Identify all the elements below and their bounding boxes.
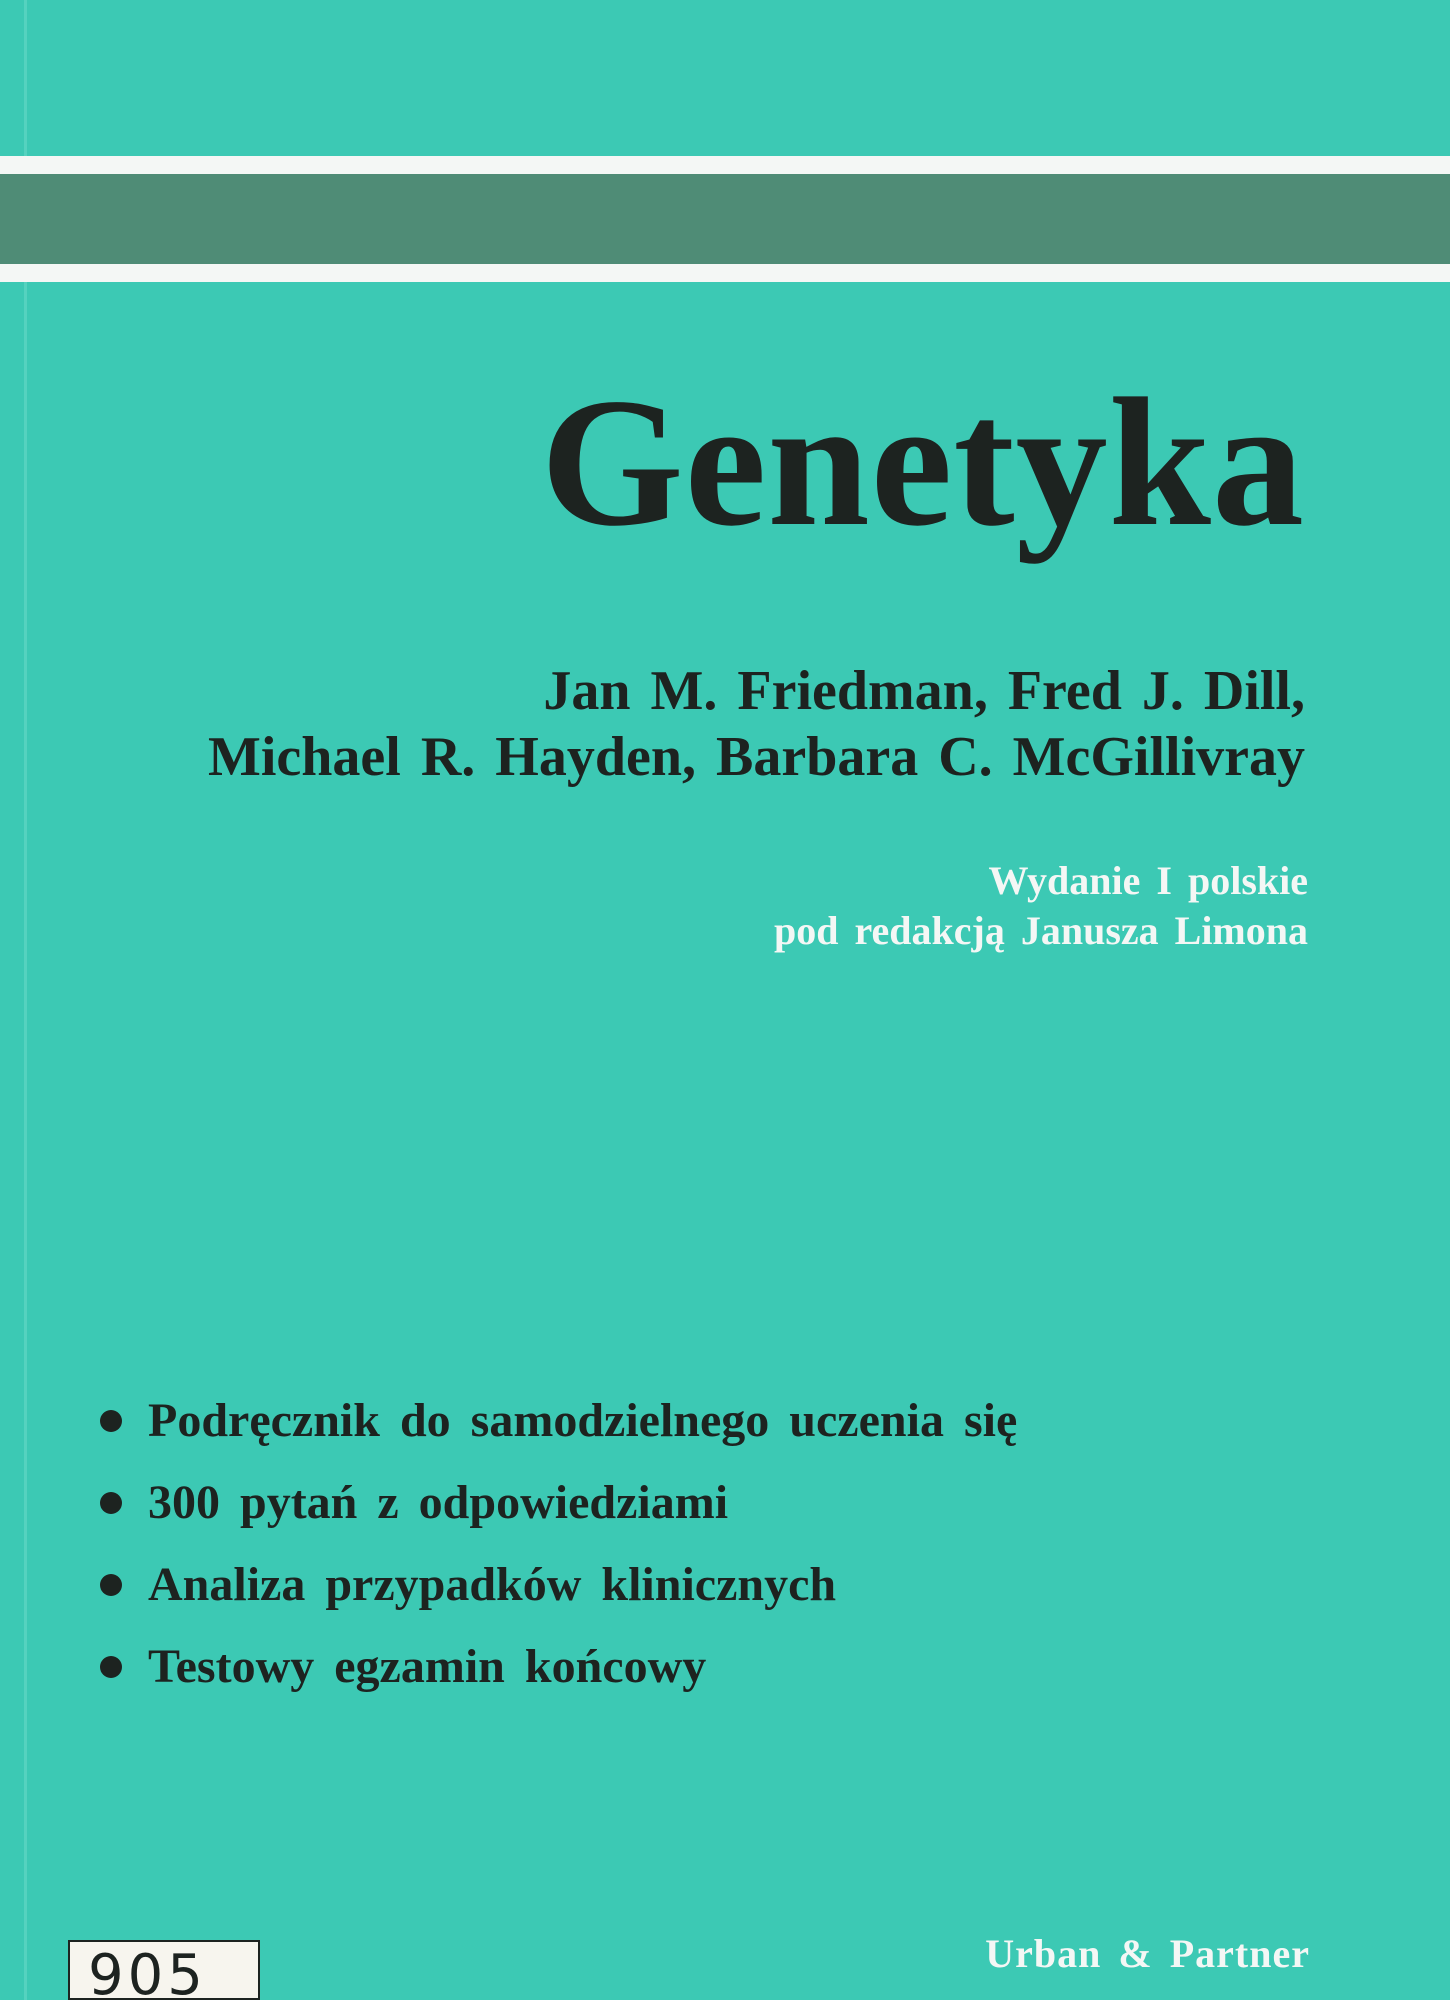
edition-line-1: Wydanie I polskie (988, 858, 1308, 903)
dark-green-band (0, 174, 1450, 264)
feature-item (100, 1380, 1017, 1462)
authors-line-1: Jan M. Friedman, Fred J. Dill, (543, 660, 1305, 722)
library-sticker-number: 905 (88, 1943, 207, 2000)
feature-text: Testowy egzamin końcowy (148, 1640, 707, 1693)
feature-item (100, 1544, 1017, 1626)
feature-item (100, 1626, 1017, 1708)
bottom-white-stripe (0, 264, 1450, 282)
feature-item (100, 1462, 1017, 1544)
bullet-icon (100, 1574, 122, 1596)
feature-text: Podręcznik do samodzielnego uczenia się (148, 1394, 1018, 1447)
feature-text: 300 pytań z odpowiedziami (148, 1476, 729, 1529)
bullet-icon (100, 1656, 122, 1678)
top-white-stripe (0, 156, 1450, 174)
authors-line-2: Michael R. Hayden, Barbara C. McGillivray (208, 726, 1305, 788)
edition-info (774, 856, 1308, 956)
book-title: Genetyka (540, 360, 1305, 564)
authors (208, 658, 1305, 790)
library-sticker (68, 1940, 260, 2000)
spine-crease (24, 0, 27, 2000)
bullet-icon (100, 1492, 122, 1514)
edition-line-2: pod redakcją Janusza Limona (773, 908, 1308, 953)
bullet-icon (100, 1410, 122, 1432)
publisher-name: Urban & Partner (985, 1931, 1310, 1976)
feature-list (100, 1380, 1017, 1708)
feature-text: Analiza przypadków klinicznych (148, 1558, 837, 1611)
